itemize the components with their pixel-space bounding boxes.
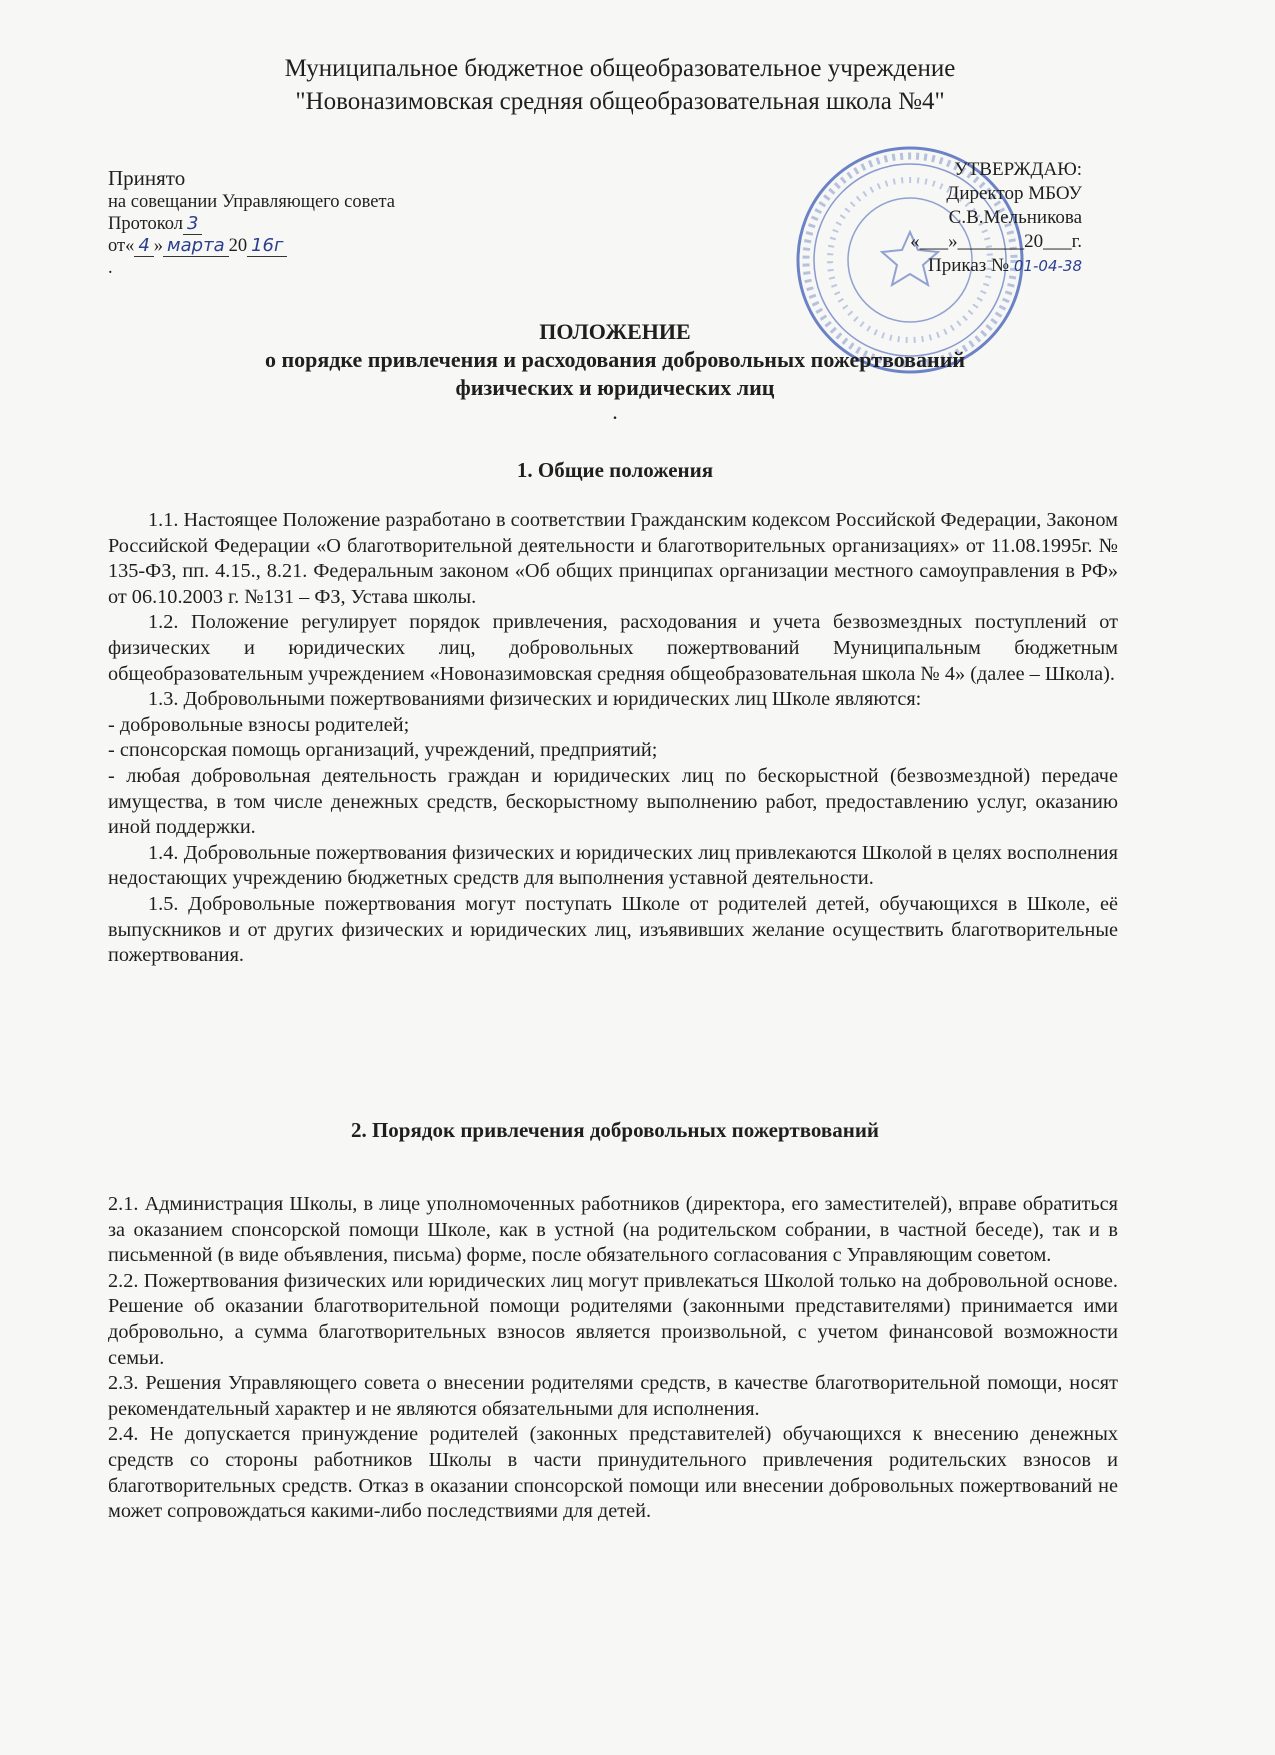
date-quote: » (153, 236, 164, 256)
paragraph-1-4: 1.4. Добровольные пожертвования физических и юридических лиц привлекаются Школой в целях восполнения недостающих учреждению бюджетных средств для выполнения уставной деятельности. (108, 841, 1118, 890)
section-1-heading: 1. Общие положения (516, 458, 714, 482)
protocol-number: 3 (183, 213, 202, 235)
protocol-line (108, 213, 395, 235)
title-line-3: физических и юридических лиц (455, 375, 775, 400)
approval-block-left (108, 165, 395, 279)
list-item: - добровольные взносы родителей; (108, 713, 410, 736)
paragraph-1-2: 1.2. Положение регулирует порядок привлечения, расходования и учета безвозмездных поступлений от физических и юридических лиц, добровольных пожертвований Муниципальным бюджетным общеобразовательным учреждением «Новоназимовская средняя общеобразовательная школа № 4» (далее – Школа). (108, 611, 1118, 685)
director-name: С.В.Мельникова (948, 207, 1082, 228)
list-item: - спонсорская помощь организаций, учреждений, предприятий; (108, 739, 658, 762)
date-month: марта (163, 235, 229, 257)
paragraph-2-3: 2.3. Решения Управляющего совета о внесении родителями средств, в качестве благотворительной помощи, носят рекомендательный характер и не являются обязательными для исполнения. (108, 1372, 1118, 1420)
date-prefix: от« (108, 236, 135, 256)
order-number: 01-04-38 (1013, 257, 1082, 275)
section-1-body (108, 508, 1118, 969)
section-2-heading: 2. Порядок привлечения добровольных пожертвований (350, 1118, 880, 1142)
date-year-suffix: 16г (247, 235, 287, 257)
header-line-1: Муниципальное бюджетное общеобразовательное учреждение (284, 55, 956, 82)
title-dot: . (612, 399, 618, 424)
institution-header (0, 52, 1240, 118)
order-line (812, 254, 1082, 278)
list-item: - любая добровольная деятельность граждан и юридических лиц по бескорыстной (безвозмездной) передаче имущества, в том числе денежных средств, бескорыстному выполнению работ, предоставлению услуг, оказанию иной поддержки. (108, 764, 1118, 839)
meeting-label: на совещании Управляющего совета (108, 192, 395, 212)
paragraph-1-5: 1.5. Добровольные пожертвования могут поступать Школе от родителей детей, обучающихся в Школе, её выпускников и от других физических и юридических лиц, изъявивших желание осуществить благотворительные пожертвования. (108, 892, 1118, 967)
approve-label: УТВЕРЖДАЮ: (954, 159, 1082, 180)
header-line-2: "Новоназимовская средняя общеобразовательная школа №4" (295, 88, 945, 115)
section-2-body (108, 1192, 1118, 1525)
paragraph-1-3: 1.3. Добровольными пожертвованиями физических и юридических лиц Школе являются: (148, 688, 922, 711)
paragraph-2-1: 2.1. Администрация Школы, в лице уполномоченных работников (директора, его заместителей), вправе обратиться за оказанием спонсорской помощи Школе, как в устной (на родительском собрании, в частной беседе), так и в письменной (в виде объявления, письма) форме, после обязательного согласования с Управляющим советом. (108, 1193, 1118, 1267)
document-title (0, 318, 1230, 402)
date-line (108, 235, 395, 257)
protocol-label: Протокол (108, 214, 183, 234)
order-label: Приказ № (928, 255, 1010, 276)
date-day: 4 (134, 235, 153, 257)
title-line-1: ПОЛОЖЕНИЕ (539, 319, 691, 344)
left-dot: . (108, 258, 113, 278)
date-year-prefix: 20 (228, 236, 248, 256)
paragraph-1-1: 1.1. Настоящее Положение разработано в соответствии Гражданским кодексом Российской Федерации, Законом Российской Федерации «О благотворительной деятельности и благотворительных организациях» от 11.08.1995г. № 135-ФЗ, пп. 4.15., 8.21. Федеральным законом «Об общих принципах организации местного самоуправления в РФ» от 06.10.2003 г. №131 – ФЗ, Устава школы. (108, 509, 1118, 608)
paragraph-2-4: 2.4. Не допускается принуждение родителей (законных представителей) обучающихся к внесению денежных средств со стороны работников Школы в части принудительного привлечения родительских взносов и благотворительных средств. Отказ в оказании спонсорской помощи или внесении добровольных пожертвований не может сопровождаться какими-либо последствиями для детей. (108, 1423, 1118, 1523)
paragraph-2-2: 2.2. Пожертвования физических или юридических лиц могут привлекаться Школой только на добровольной основе. Решение об оказании благотворительной помощи родителями (законными представителями) принимается ими добровольно, а сумма благотворительных взносов является произвольной, с учетом финансовой возможности семьи. (108, 1269, 1118, 1369)
title-line-2: о порядке привлечения и расходования добровольных пожертвований (264, 347, 966, 372)
accepted-label: Принято (108, 166, 186, 190)
director-label: Директор МБОУ (946, 183, 1082, 204)
approve-date-line: «___»_______20___г. (910, 231, 1082, 252)
approval-block-right (812, 158, 1082, 278)
